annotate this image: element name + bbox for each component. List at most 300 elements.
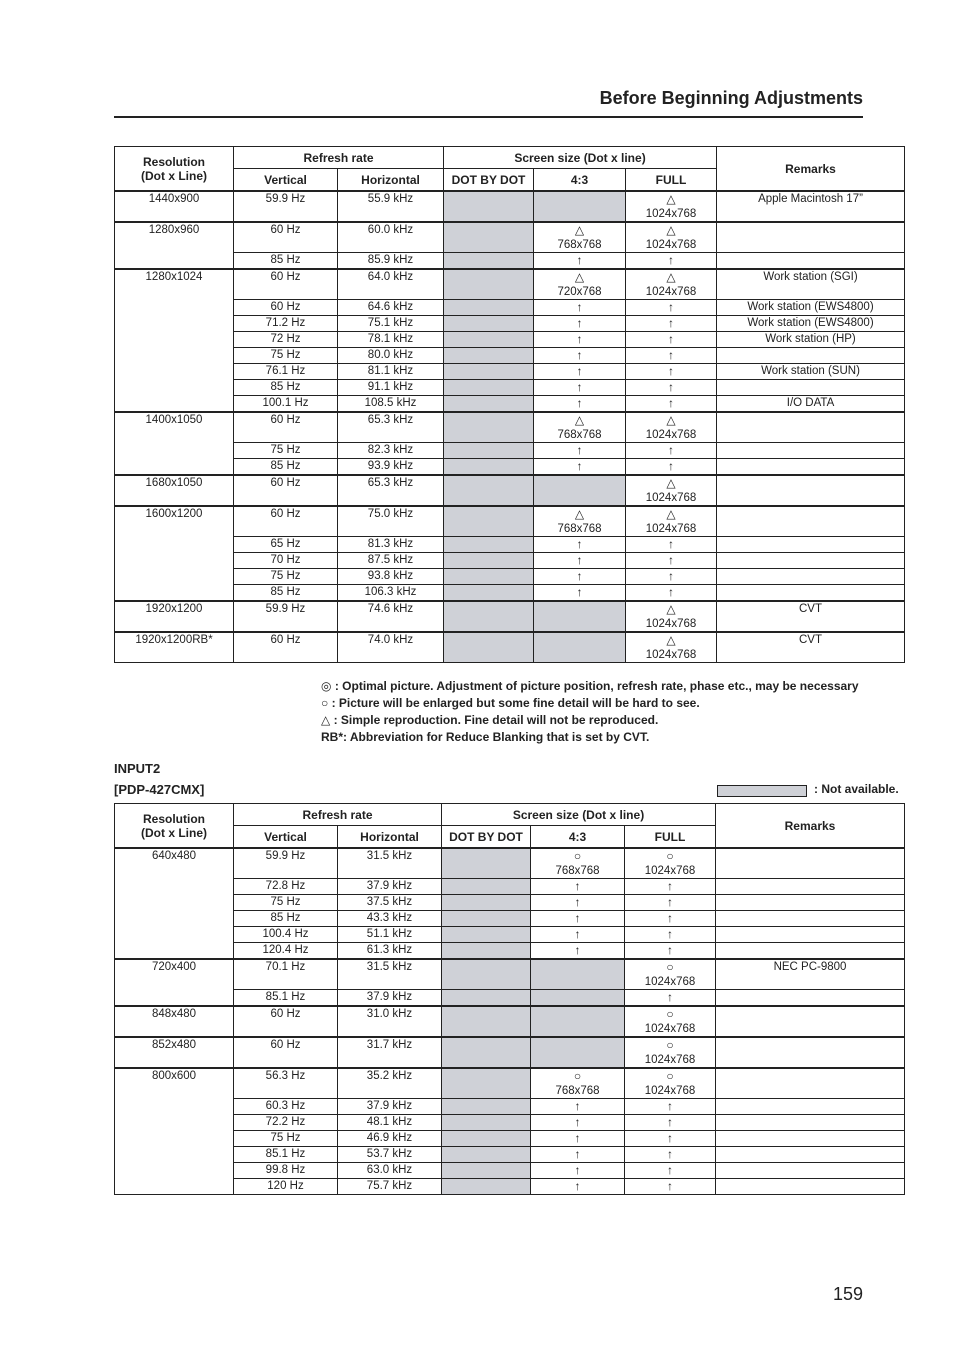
screen-resolution-value: 768x768: [557, 523, 602, 535]
table-row: [115, 1147, 905, 1163]
up-arrow-icon: ↑: [576, 443, 583, 457]
ratio-4-3-cell: [534, 585, 626, 602]
up-arrow-icon: ↑: [668, 253, 674, 267]
triangle-icon: △: [666, 602, 676, 616]
vertical-cell: 60 Hz: [234, 412, 338, 443]
remarks-cell: [717, 475, 905, 506]
up-arrow-icon: ↑: [668, 348, 674, 362]
dot-by-dot-cell: [442, 990, 531, 1007]
up-arrow-icon: ↑: [574, 911, 581, 925]
up-arrow-icon: ↑: [576, 316, 583, 330]
dot-by-dot-cell: [442, 1163, 531, 1179]
col-remarks-header: Remarks: [717, 147, 905, 192]
dot-by-dot-cell: [444, 412, 534, 443]
up-arrow-icon: ↑: [667, 927, 673, 941]
screen-resolution-value: 768x768: [555, 865, 600, 877]
dot-by-dot-cell: [442, 911, 531, 927]
horizontal-cell: 60.0 kHz: [338, 222, 444, 253]
full-cell: [625, 848, 716, 879]
dot-by-dot-cell: [442, 1115, 531, 1131]
dot-by-dot-cell: [444, 443, 534, 459]
vertical-cell: 75 Hz: [234, 569, 338, 585]
horizontal-cell: 53.7 kHz: [338, 1147, 442, 1163]
remarks-cell: [717, 348, 905, 364]
vertical-cell: 120.4 Hz: [234, 943, 338, 960]
table-row: [115, 222, 905, 253]
remarks-cell: [716, 1179, 905, 1195]
table-row: [115, 1115, 905, 1131]
up-arrow-icon: ↑: [576, 253, 583, 267]
dot-by-dot-cell: [444, 348, 534, 364]
dot-by-dot-cell: [444, 537, 534, 553]
col-dot-by-dot-header: DOT BY DOT: [442, 826, 531, 849]
signal-table-input1: [114, 146, 905, 663]
screen-resolution-value: 1024x768: [645, 649, 697, 661]
col-horizontal-header: Horizontal: [338, 826, 442, 849]
ratio-4-3-cell: [531, 959, 625, 990]
col-screen-size-header: Screen size (Dot x line): [442, 804, 716, 826]
up-arrow-icon: ↑: [574, 1147, 581, 1161]
full-cell: [625, 895, 716, 911]
horizontal-cell: 93.8 kHz: [338, 569, 444, 585]
table-row: [115, 879, 905, 895]
vertical-cell: 56.3 Hz: [234, 1068, 338, 1099]
table-row: [115, 943, 905, 960]
vertical-cell: 60 Hz: [234, 506, 338, 537]
horizontal-cell: 108.5 kHz: [338, 396, 444, 413]
vertical-cell: 65 Hz: [234, 537, 338, 553]
up-arrow-icon: ↑: [576, 332, 583, 346]
horizontal-cell: 31.5 kHz: [338, 848, 442, 879]
col-resolution-header: Resolution (Dot x Line): [115, 147, 234, 192]
up-arrow-icon: ↑: [574, 1179, 581, 1193]
horizontal-cell: 51.1 kHz: [338, 927, 442, 943]
table-row: [115, 990, 905, 1007]
table-row: [115, 412, 905, 443]
vertical-cell: 85 Hz: [234, 253, 338, 270]
dot-by-dot-cell: [444, 380, 534, 396]
full-cell: [625, 927, 716, 943]
ratio-4-3-cell: [531, 848, 625, 879]
table-row: [115, 569, 905, 585]
up-arrow-icon: ↑: [668, 364, 674, 378]
triangle-icon: △: [666, 476, 676, 490]
remarks-cell: [717, 412, 905, 443]
vertical-cell: 100.4 Hz: [234, 927, 338, 943]
up-arrow-icon: ↑: [667, 1099, 673, 1113]
table-row: [115, 1099, 905, 1115]
up-arrow-icon: ↑: [667, 1131, 673, 1145]
table-row: [115, 848, 905, 879]
remarks-cell: [716, 879, 905, 895]
note-rb: RB*: Abbreviation for Reduce Blanking that is set by CVT.: [321, 730, 650, 744]
screen-resolution-value: 1024x768: [645, 618, 697, 630]
dot-by-dot-cell: [442, 879, 531, 895]
horizontal-cell: 37.9 kHz: [338, 990, 442, 1007]
full-cell: [626, 316, 717, 332]
horizontal-cell: 75.0 kHz: [338, 506, 444, 537]
up-arrow-icon: ↑: [574, 1115, 581, 1129]
vertical-cell: 60 Hz: [234, 1006, 338, 1037]
dot-by-dot-cell: [444, 300, 534, 316]
resolution-cell: 720x400: [115, 959, 234, 1006]
dot-by-dot-cell: [444, 553, 534, 569]
col-4-3-header: 4:3: [534, 169, 626, 192]
dot-by-dot-cell: [444, 601, 534, 632]
vertical-cell: 72 Hz: [234, 332, 338, 348]
table-row: [115, 1163, 905, 1179]
table-row: [115, 191, 905, 222]
screen-resolution-value: 1024x768: [645, 208, 697, 220]
horizontal-cell: 46.9 kHz: [338, 1131, 442, 1147]
remarks-cell: [716, 1163, 905, 1179]
up-arrow-icon: ↑: [667, 990, 673, 1004]
full-cell: [626, 475, 717, 506]
up-arrow-icon: ↑: [668, 569, 674, 583]
full-cell: [626, 601, 717, 632]
full-cell: [625, 943, 716, 960]
input2-label: INPUT2: [114, 761, 161, 776]
ratio-4-3-cell: [534, 396, 626, 413]
ratio-4-3-cell: [534, 222, 626, 253]
table-row: [115, 316, 905, 332]
horizontal-cell: 85.9 kHz: [338, 253, 444, 270]
table1-body: [115, 191, 905, 663]
full-cell: [626, 569, 717, 585]
resolution-cell: 1280x960: [115, 222, 234, 269]
up-arrow-icon: ↑: [576, 553, 583, 567]
ratio-4-3-cell: [534, 506, 626, 537]
table-row: [115, 443, 905, 459]
col-refresh-rate-header: Refresh rate: [234, 804, 442, 826]
title-rule: [114, 116, 863, 118]
col-vertical-header: Vertical: [234, 169, 338, 192]
table-row: [115, 927, 905, 943]
dot-by-dot-cell: [444, 506, 534, 537]
screen-resolution-value: 1024x768: [645, 429, 697, 441]
dot-by-dot-cell: [442, 1147, 531, 1163]
resolution-cell: 1400x1050: [115, 412, 234, 475]
triangle-icon: △: [574, 270, 585, 284]
horizontal-cell: 35.2 kHz: [338, 1068, 442, 1099]
up-arrow-icon: ↑: [574, 1099, 581, 1113]
up-arrow-icon: ↑: [668, 585, 674, 599]
ratio-4-3-cell: [531, 1131, 625, 1147]
remarks-cell: Work station (SUN): [717, 364, 905, 380]
horizontal-cell: 61.3 kHz: [338, 943, 442, 960]
full-cell: [625, 911, 716, 927]
remarks-cell: Apple Macintosh 17”: [717, 191, 905, 222]
vertical-cell: 85 Hz: [234, 585, 338, 602]
circle-icon: ○: [666, 1038, 674, 1052]
full-cell: [625, 1115, 716, 1131]
screen-resolution-value: 1024x768: [644, 1085, 696, 1097]
circle-icon: ○: [666, 1069, 674, 1083]
dot-by-dot-cell: [444, 316, 534, 332]
remarks-cell: [717, 253, 905, 270]
remarks-cell: I/O DATA: [717, 396, 905, 413]
table-row: [115, 269, 905, 300]
up-arrow-icon: ↑: [667, 911, 673, 925]
up-arrow-icon: ↑: [668, 443, 674, 457]
triangle-icon: △: [574, 223, 585, 237]
circle-icon: ○: [666, 960, 674, 974]
table-row: [115, 364, 905, 380]
resolution-cell: 852x480: [115, 1037, 234, 1068]
remarks-cell: CVT: [717, 632, 905, 663]
vertical-cell: 75 Hz: [234, 1131, 338, 1147]
col-screen-size-header: Screen size (Dot x line): [444, 147, 717, 169]
triangle-icon: △: [574, 507, 585, 521]
full-cell: [626, 537, 717, 553]
col-resolution-header: Resolution (Dot x Line): [115, 804, 234, 849]
remarks-cell: Work station (HP): [717, 332, 905, 348]
model-label: [PDP-427CMX]: [114, 782, 205, 797]
vertical-cell: 76.1 Hz: [234, 364, 338, 380]
screen-resolution-value: 720x768: [557, 286, 602, 298]
vertical-cell: 59.9 Hz: [234, 848, 338, 879]
table-row: [115, 1037, 905, 1068]
col-vertical-header: Vertical: [234, 826, 338, 849]
resolution-cell: 1920x1200: [115, 601, 234, 632]
remarks-cell: [716, 911, 905, 927]
triangle-icon: △: [666, 413, 676, 427]
vertical-cell: 85.1 Hz: [234, 990, 338, 1007]
ratio-4-3-cell: [534, 348, 626, 364]
dot-by-dot-cell: [442, 895, 531, 911]
up-arrow-icon: ↑: [576, 396, 583, 410]
table-row: [115, 300, 905, 316]
dot-by-dot-cell: [444, 269, 534, 300]
full-cell: [626, 412, 717, 443]
triangle-icon: △: [666, 633, 676, 647]
dot-by-dot-cell: [442, 848, 531, 879]
vertical-cell: 72.2 Hz: [234, 1115, 338, 1131]
dot-by-dot-cell: [444, 253, 534, 270]
table-row: [115, 253, 905, 270]
horizontal-cell: 37.9 kHz: [338, 879, 442, 895]
ratio-4-3-cell: [531, 1037, 625, 1068]
remarks-cell: [717, 380, 905, 396]
ratio-4-3-cell: [531, 1099, 625, 1115]
ratio-4-3-cell: [531, 879, 625, 895]
horizontal-cell: 64.6 kHz: [338, 300, 444, 316]
remarks-cell: Work station (SGI): [717, 269, 905, 300]
horizontal-cell: 80.0 kHz: [338, 348, 444, 364]
ratio-4-3-cell: [531, 1006, 625, 1037]
ratio-4-3-cell: [534, 443, 626, 459]
up-arrow-icon: ↑: [576, 380, 583, 394]
up-arrow-icon: ↑: [574, 1163, 581, 1177]
screen-resolution-value: 768x768: [557, 239, 602, 251]
ratio-4-3-cell: [531, 1068, 625, 1099]
screen-resolution-value: 768x768: [555, 1085, 600, 1097]
full-cell: [626, 506, 717, 537]
horizontal-cell: 64.0 kHz: [338, 269, 444, 300]
up-arrow-icon: ↑: [667, 895, 673, 909]
up-arrow-icon: ↑: [576, 585, 583, 599]
remarks-cell: [717, 459, 905, 476]
full-cell: [626, 459, 717, 476]
remarks-cell: [717, 222, 905, 253]
vertical-cell: 70.1 Hz: [234, 959, 338, 990]
table-row: [115, 380, 905, 396]
dot-by-dot-cell: [442, 959, 531, 990]
full-cell: [625, 1037, 716, 1068]
table-row: [115, 895, 905, 911]
table2-body: [115, 848, 905, 1195]
remarks-cell: Work station (EWS4800): [717, 300, 905, 316]
table-row: [115, 1006, 905, 1037]
screen-resolution-value: 768x768: [557, 429, 602, 441]
remarks-cell: [717, 553, 905, 569]
remarks-cell: [716, 848, 905, 879]
vertical-cell: 60.3 Hz: [234, 1099, 338, 1115]
screen-resolution-value: 1024x768: [645, 239, 697, 251]
horizontal-cell: 48.1 kHz: [338, 1115, 442, 1131]
up-arrow-icon: ↑: [667, 879, 673, 893]
dot-by-dot-cell: [444, 396, 534, 413]
dot-by-dot-cell: [444, 459, 534, 476]
dot-by-dot-cell: [444, 222, 534, 253]
remarks-cell: [717, 537, 905, 553]
ratio-4-3-cell: [534, 332, 626, 348]
vertical-cell: 59.9 Hz: [234, 601, 338, 632]
ratio-4-3-cell: [534, 300, 626, 316]
vertical-cell: 70 Hz: [234, 553, 338, 569]
col-remarks-header: Remarks: [716, 804, 905, 849]
remarks-cell: [716, 927, 905, 943]
full-cell: [626, 191, 717, 222]
col-horizontal-header: Horizontal: [338, 169, 444, 192]
horizontal-cell: 91.1 kHz: [338, 380, 444, 396]
ratio-4-3-cell: [534, 269, 626, 300]
resolution-cell: 640x480: [115, 848, 234, 959]
full-cell: [625, 1179, 716, 1195]
up-arrow-icon: ↑: [668, 459, 674, 473]
vertical-cell: 60 Hz: [234, 300, 338, 316]
up-arrow-icon: ↑: [668, 537, 674, 551]
up-arrow-icon: ↑: [667, 1179, 673, 1193]
note-optimal: ◎ : Optimal picture. Adjustment of picture position, refresh rate, phase etc., may be necessary: [321, 679, 859, 693]
dot-by-dot-cell: [442, 1006, 531, 1037]
horizontal-cell: 74.0 kHz: [338, 632, 444, 663]
screen-resolution-value: 1024x768: [645, 523, 697, 535]
col-full-header: FULL: [625, 826, 716, 849]
screen-resolution-value: 1024x768: [644, 1023, 696, 1035]
up-arrow-icon: ↑: [668, 300, 674, 314]
vertical-cell: 60 Hz: [234, 475, 338, 506]
screen-resolution-value: 1024x768: [644, 1054, 696, 1066]
ratio-4-3-cell: [531, 1115, 625, 1131]
up-arrow-icon: ↑: [668, 380, 674, 394]
remarks-cell: [717, 569, 905, 585]
full-cell: [625, 1068, 716, 1099]
full-cell: [625, 959, 716, 990]
vertical-cell: 85 Hz: [234, 459, 338, 476]
table-row: [115, 506, 905, 537]
horizontal-cell: 31.5 kHz: [338, 959, 442, 990]
dot-by-dot-cell: [444, 632, 534, 663]
horizontal-cell: 63.0 kHz: [338, 1163, 442, 1179]
table-row: [115, 475, 905, 506]
up-arrow-icon: ↑: [668, 396, 674, 410]
circle-icon: ○: [666, 1007, 674, 1021]
full-cell: [625, 1163, 716, 1179]
table-row: [115, 332, 905, 348]
horizontal-cell: 75.7 kHz: [338, 1179, 442, 1195]
up-arrow-icon: ↑: [574, 927, 581, 941]
dot-by-dot-cell: [442, 1068, 531, 1099]
table-row: [115, 537, 905, 553]
table-row: [115, 396, 905, 413]
table-row: [115, 959, 905, 990]
vertical-cell: 75 Hz: [234, 348, 338, 364]
horizontal-cell: 37.5 kHz: [338, 895, 442, 911]
vertical-cell: 60 Hz: [234, 632, 338, 663]
vertical-cell: 85 Hz: [234, 911, 338, 927]
vertical-cell: 85.1 Hz: [234, 1147, 338, 1163]
full-cell: [626, 443, 717, 459]
dot-by-dot-cell: [444, 191, 534, 222]
full-cell: [626, 332, 717, 348]
screen-resolution-value: 1024x768: [645, 492, 697, 504]
col-full-header: FULL: [626, 169, 717, 192]
full-cell: [626, 553, 717, 569]
dot-by-dot-cell: [444, 364, 534, 380]
ratio-4-3-cell: [531, 927, 625, 943]
triangle-icon: △: [321, 713, 331, 727]
ratio-4-3-cell: [531, 911, 625, 927]
legend-notes: [321, 678, 859, 746]
vertical-cell: 59.9 Hz: [234, 191, 338, 222]
vertical-cell: 100.1 Hz: [234, 396, 338, 413]
remarks-cell: CVT: [717, 601, 905, 632]
up-arrow-icon: ↑: [668, 316, 674, 330]
triangle-icon: △: [666, 270, 676, 284]
up-arrow-icon: ↑: [576, 348, 583, 362]
horizontal-cell: 74.6 kHz: [338, 601, 444, 632]
up-arrow-icon: ↑: [576, 569, 583, 583]
page-title: Before Beginning Adjustments: [599, 88, 863, 108]
horizontal-cell: 81.1 kHz: [338, 364, 444, 380]
full-cell: [626, 364, 717, 380]
horizontal-cell: 65.3 kHz: [338, 475, 444, 506]
remarks-cell: [716, 1115, 905, 1131]
screen-resolution-value: 1024x768: [644, 865, 696, 877]
remarks-cell: [716, 1147, 905, 1163]
not-available-swatch: [717, 785, 807, 797]
vertical-cell: 60 Hz: [234, 1037, 338, 1068]
table-row: [115, 459, 905, 476]
full-cell: [626, 222, 717, 253]
horizontal-cell: 81.3 kHz: [338, 537, 444, 553]
triangle-icon: △: [666, 192, 676, 206]
circle-icon: ○: [573, 849, 582, 863]
dot-by-dot-cell: [444, 332, 534, 348]
remarks-cell: [716, 1099, 905, 1115]
horizontal-cell: 75.1 kHz: [338, 316, 444, 332]
dot-by-dot-cell: [444, 585, 534, 602]
resolution-cell: 1680x1050: [115, 475, 234, 506]
full-cell: [626, 380, 717, 396]
vertical-cell: 60 Hz: [234, 269, 338, 300]
remarks-cell: [716, 943, 905, 960]
table-row: [115, 553, 905, 569]
vertical-cell: 71.2 Hz: [234, 316, 338, 332]
full-cell: [626, 348, 717, 364]
full-cell: [626, 269, 717, 300]
